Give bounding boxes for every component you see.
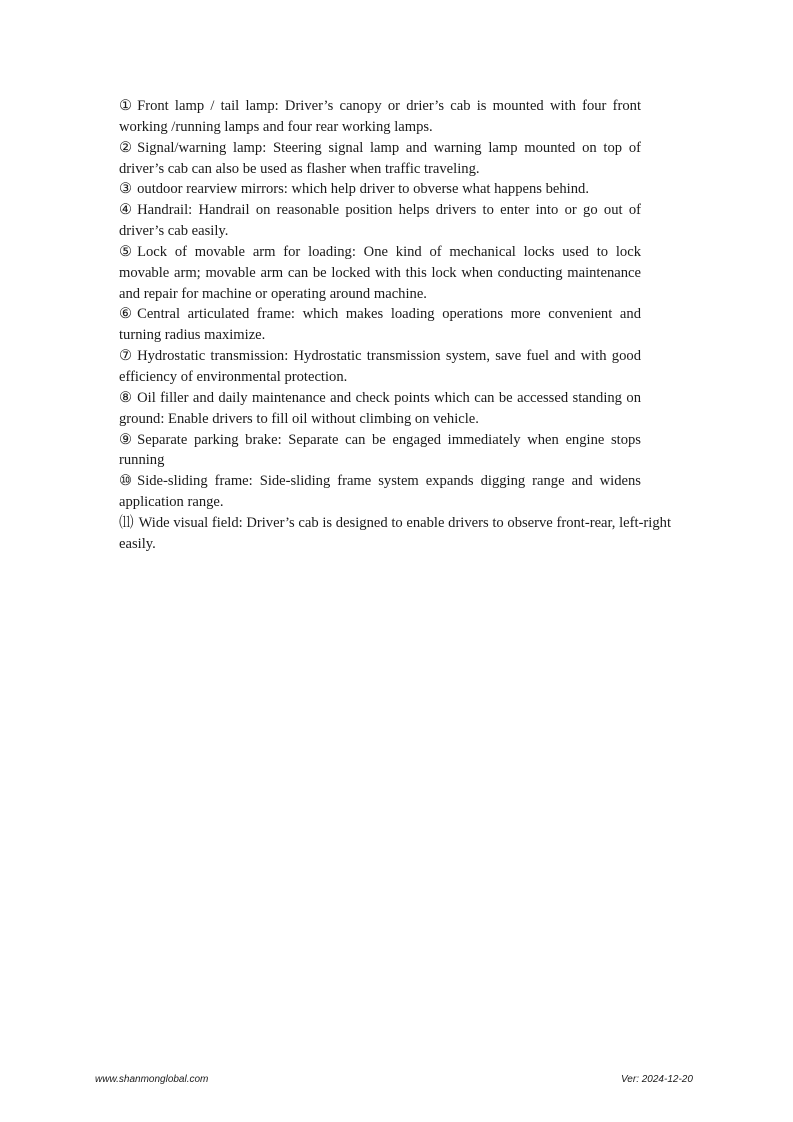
item-number: ② xyxy=(119,139,133,156)
item-text: Oil filler and daily maintenance and check points which can be accessed standing on ground: Enable drivers to fill oil without climbing on vehicle. xyxy=(119,389,641,427)
feature-item-11 xyxy=(119,513,671,555)
item-number: ① xyxy=(119,98,133,114)
item-text: Hydrostatic transmission: Hydrostatic transmission system, save fuel and with good efficiency of environmental protection. xyxy=(119,348,641,385)
item-number: ⑥ xyxy=(119,306,133,323)
feature-item-10 xyxy=(119,471,641,513)
feature-item-2 xyxy=(119,138,641,180)
footer-website: www.shanmonglobal.com xyxy=(95,1074,209,1085)
feature-item-7 xyxy=(119,346,641,388)
item-number: ⑧ xyxy=(119,389,133,406)
feature-item-3 xyxy=(119,179,641,200)
item-number: ⑦ xyxy=(119,348,133,365)
feature-item-4 xyxy=(119,200,641,242)
item-number: ⑨ xyxy=(119,431,133,448)
feature-item-1 xyxy=(119,96,641,138)
feature-item-5 xyxy=(119,242,641,305)
footer-version: Ver: 2024-12-20 xyxy=(621,1074,693,1085)
item-number: ③ xyxy=(119,181,133,198)
feature-item-9 xyxy=(119,430,641,472)
feature-item-6 xyxy=(119,304,641,346)
item-number: ⑤ xyxy=(119,243,133,260)
item-text: Central articulated frame: which makes loading operations more convenient and turning radius maximize. xyxy=(119,306,641,344)
item-text: Side-sliding frame: Side-sliding frame system expands digging range and widens application range. xyxy=(119,473,641,511)
item-number: ⑾ xyxy=(119,514,134,531)
feature-list xyxy=(119,96,671,555)
item-text: Separate parking brake: Separate can be engaged immediately when engine stops running xyxy=(119,431,641,469)
item-text: outdoor rearview mirrors: which help driver to obverse what happens behind. xyxy=(137,181,589,198)
item-text: Front lamp / tail lamp: Driver’s canopy or drier’s cab is mounted with four front working /running lamps and four rear working lamps. xyxy=(119,98,641,135)
item-text: Handrail: Handrail on reasonable position helps drivers to enter into or go out of driver’s cab easily. xyxy=(119,202,641,240)
item-text: Signal/warning lamp: Steering signal lamp and warning lamp mounted on top of driver’s cab can also be used as flasher when traffic traveling. xyxy=(119,139,641,177)
item-text: Lock of movable arm for loading: One kind of mechanical locks used to lock movable arm; movable arm can be locked with this lock when conducting maintenance and repair for machine or operating around machine. xyxy=(119,243,641,302)
feature-item-8 xyxy=(119,388,641,430)
item-text: Wide visual field: Driver’s cab is designed to enable drivers to observe front-rear, left-right easily. xyxy=(119,514,671,552)
item-number: ⑩ xyxy=(119,473,133,490)
item-number: ④ xyxy=(119,202,133,219)
